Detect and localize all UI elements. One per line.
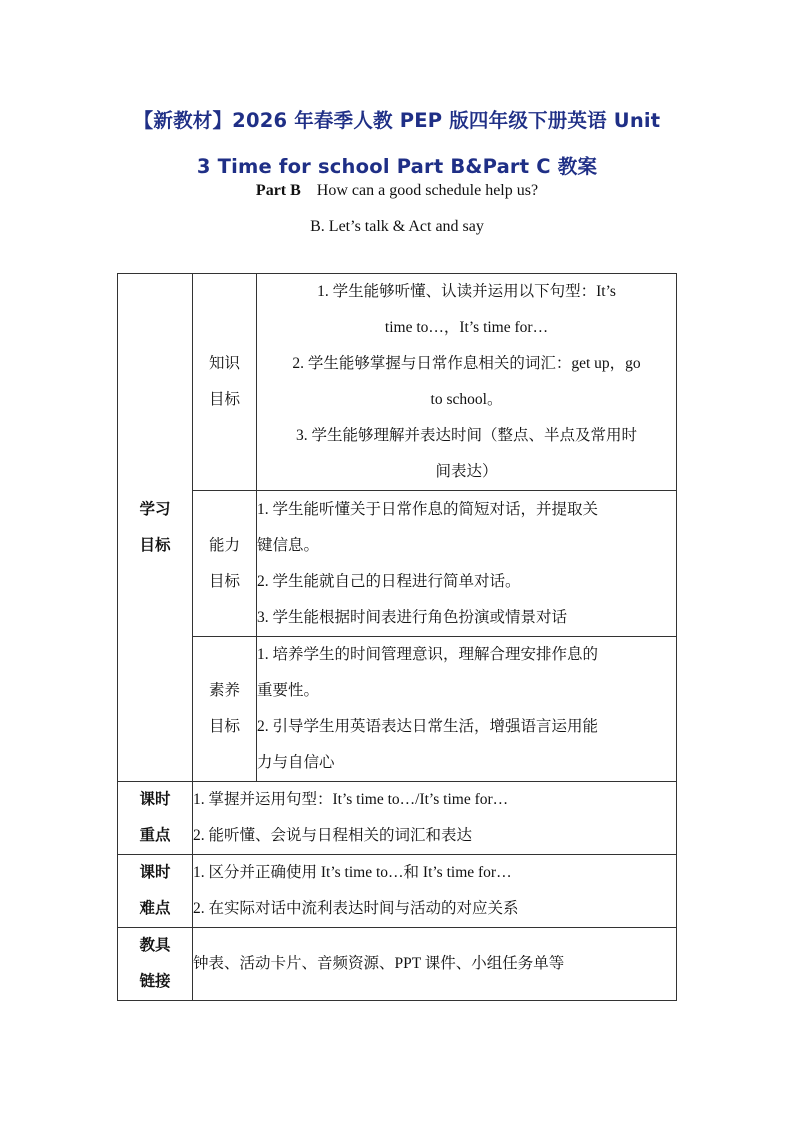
title-line-1: 【新教材】2026 年春季人教 PEP 版四年级下册英语 Unit xyxy=(133,109,661,132)
difficulties-label-cell xyxy=(118,855,193,928)
literacy-line: 重要性。 xyxy=(257,682,320,699)
literacy-content-cell xyxy=(257,637,677,782)
literacy-line: 力与自信心 xyxy=(257,754,335,771)
knowledge-line: 1. 学生能够听懂、认读并运用以下句型：It’s xyxy=(317,283,616,300)
tools-label-cell xyxy=(118,928,193,1001)
knowledge-line: time to…，It’s time for… xyxy=(384,319,549,336)
key-points-label-cell xyxy=(118,782,193,855)
difficulties-label-line-1: 课时 xyxy=(139,864,171,881)
literacy-line: 1. 培养学生的时间管理意识，理解合理安排作息的 xyxy=(257,646,599,663)
part-question: How can a good schedule help us? xyxy=(316,182,539,199)
part-heading xyxy=(110,182,684,200)
title-line-2: 3 Time for school Part B&Part C 教案 xyxy=(196,155,598,178)
tools-label-line-2: 链接 xyxy=(139,973,171,990)
goals-label-cell xyxy=(118,274,193,782)
difficulties-line: 1. 区分并正确使用 It’s time to…和 It’s time for… xyxy=(193,864,512,881)
table-row-key-points xyxy=(118,782,677,855)
literacy-label-line-2: 目标 xyxy=(208,718,240,735)
key-points-line: 1. 掌握并运用句型：It’s time to…/It’s time for… xyxy=(193,791,509,808)
key-points-line: 2. 能听懂、会说与日程相关的词汇和表达 xyxy=(193,827,473,844)
lesson-plan-table xyxy=(117,273,677,1001)
knowledge-label-line-2: 目标 xyxy=(208,391,240,408)
key-points-content-cell xyxy=(193,782,677,855)
table-row-knowledge xyxy=(118,274,677,491)
section-heading: B. Let’s talk & Act and say xyxy=(310,218,484,235)
part-label: Part B xyxy=(255,182,301,199)
knowledge-label-line-1: 知识 xyxy=(208,355,240,372)
key-points-label-line-1: 课时 xyxy=(139,791,171,808)
knowledge-label-cell xyxy=(193,274,257,491)
literacy-label-cell xyxy=(193,637,257,782)
knowledge-line: to school。 xyxy=(430,391,503,408)
tools-content-cell: 钟表、活动卡片、音频资源、PPT 课件、小组任务单等 xyxy=(193,928,677,1001)
knowledge-line: 2. 学生能够掌握与日常作息相关的词汇：get up，go xyxy=(292,355,641,372)
tools-label-line-1: 教具 xyxy=(139,937,171,954)
key-points-label-line-2: 重点 xyxy=(139,827,171,844)
ability-content-cell xyxy=(257,491,677,637)
difficulties-label-line-2: 难点 xyxy=(139,900,171,917)
ability-line: 2. 学生能就自己的日程进行简单对话。 xyxy=(257,572,521,590)
ability-line: 1. 学生能听懂关于日常作息的简短对话，并提取关 xyxy=(257,500,599,518)
literacy-label-line-1: 素养 xyxy=(208,682,240,699)
knowledge-line: 间表达） xyxy=(435,463,498,480)
literacy-line: 2. 引导学生用英语表达日常生活，增强语言运用能 xyxy=(257,718,599,735)
table-row-literacy xyxy=(118,637,677,782)
document-title xyxy=(110,98,684,190)
knowledge-line: 3. 学生能够理解并表达时间（整点、半点及常用时 xyxy=(295,427,637,444)
goals-label-line-2: 目标 xyxy=(139,536,171,554)
ability-label-line-1: 能力 xyxy=(208,536,240,554)
ability-label-line-2: 目标 xyxy=(208,572,240,590)
difficulties-content-cell xyxy=(193,855,677,928)
knowledge-content-cell xyxy=(257,274,677,491)
goals-label-line-1: 学习 xyxy=(139,500,171,518)
table-row-tools xyxy=(118,928,677,1001)
difficulties-line: 2. 在实际对话中流利表达时间与活动的对应关系 xyxy=(193,900,519,917)
ability-label-cell xyxy=(193,491,257,637)
table-row-difficulties xyxy=(118,855,677,928)
ability-line: 键信息。 xyxy=(257,536,320,554)
ability-line: 3. 学生能根据时间表进行角色扮演或情景对话 xyxy=(257,608,568,626)
table-row-ability xyxy=(118,491,677,637)
